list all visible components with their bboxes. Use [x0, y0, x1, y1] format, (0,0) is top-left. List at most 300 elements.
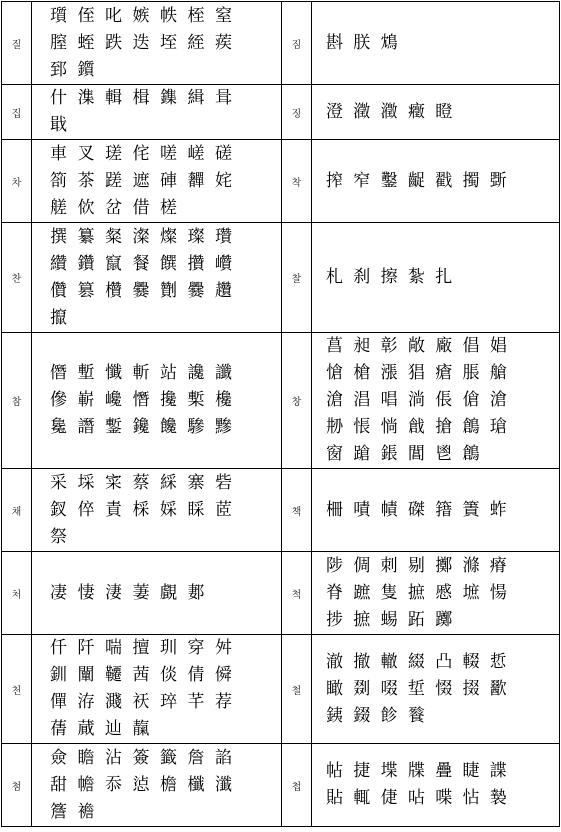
hanja-char: 倡: [462, 336, 480, 356]
hanja-char: 窗: [326, 444, 343, 464]
hanja-char: 什: [50, 88, 67, 108]
hanja-char: 銕: [326, 705, 343, 726]
hanja-char: 瞰: [326, 678, 343, 699]
reading-label: 찬: [2, 223, 32, 333]
hanja-char: 婇: [160, 499, 177, 520]
reading-label: 찰: [282, 223, 312, 333]
hanja-line: [326, 580, 559, 607]
hanja-line: [326, 333, 559, 360]
hanja-char: 斬: [132, 363, 150, 383]
hanja-char: 膣: [50, 32, 67, 53]
hanja-line: [326, 360, 559, 387]
reading-label: 천: [2, 635, 32, 744]
hanja-char: 柵: [326, 499, 343, 520]
hanja-char: 僢: [215, 665, 232, 685]
hanja-char: 睬: [187, 499, 205, 520]
hanja-char: 綴: [407, 651, 425, 672]
hanja-char: 瞻: [77, 747, 95, 768]
hanja-line: [50, 305, 281, 332]
hanja-char: 躑: [435, 609, 453, 630]
hanja-line: [326, 758, 559, 785]
reading-label: 처: [2, 552, 32, 635]
hanja-char: 僭: [50, 363, 67, 383]
hanja-char: 祭: [50, 526, 67, 547]
hanja-char: 垤: [160, 32, 177, 53]
hanja-cell: [32, 223, 282, 333]
hanja-char: 滄: [489, 390, 507, 410]
hanja-line: [50, 497, 281, 524]
hanja-char: 爨: [132, 280, 150, 301]
hanja-char: 纘: [50, 253, 67, 274]
hanja-char: 攛: [50, 307, 67, 328]
hanja-char: 仟: [50, 638, 67, 658]
reading-label: 질: [2, 2, 32, 85]
hanja-line: [50, 470, 281, 497]
table-row: [2, 85, 560, 140]
hanja-cell: [312, 223, 560, 333]
hanja-char: 窄: [353, 170, 371, 191]
hanja-line: [50, 224, 281, 251]
reading-label: 첨: [2, 744, 32, 827]
hanja-char: 餐: [132, 253, 150, 274]
hanja-line: [50, 745, 281, 772]
hanja-char: 餮: [407, 705, 425, 726]
hanja-char: 讖: [215, 363, 232, 383]
hanja-line: [326, 441, 559, 468]
hanja-char: 喘: [105, 638, 122, 658]
hanja-line: [50, 772, 281, 799]
hanja-char: 斲: [489, 170, 507, 191]
hanja-char: 隻: [380, 582, 398, 603]
hanja-char: 瘡: [435, 363, 453, 383]
hanja-char: 讒: [187, 363, 205, 383]
hanja-cell: [312, 469, 560, 552]
hanja-char: 淌: [407, 390, 425, 410]
hanja-char: 釧: [50, 665, 67, 685]
hanja-char: 欑: [105, 280, 122, 301]
hanja-char: 飻: [380, 705, 398, 726]
hanja-line: [50, 278, 281, 305]
reading-label: 철: [282, 635, 312, 744]
hanja-char: 脊: [326, 582, 343, 603]
hanja-line: [50, 635, 281, 662]
hanja-char: 澯: [132, 226, 150, 247]
reading-label: 참: [2, 333, 32, 469]
hanja-char: 琗: [160, 692, 177, 712]
hanja-char: 楫: [132, 88, 150, 108]
table-row: [2, 744, 560, 827]
hanja-char: 艙: [489, 363, 507, 383]
hanja-char: 剟: [353, 678, 371, 699]
hanja-char: 諜: [489, 761, 507, 781]
table-body: [2, 2, 560, 827]
hanja-char: 茝: [215, 499, 232, 520]
hanja-char: 槎: [160, 197, 177, 218]
hanja-char: 站: [160, 363, 177, 383]
hanja-cell: [312, 635, 560, 744]
hanja-char: 叉: [77, 143, 95, 164]
hanja-char: 朕: [353, 32, 371, 53]
hanja-char: 扎: [435, 267, 453, 287]
hanja-line: [326, 703, 559, 730]
hanja-char: 覰: [160, 582, 177, 603]
hanja-char: 札: [326, 267, 343, 287]
table-row: [2, 469, 560, 552]
hanja-char: 鏶: [160, 88, 177, 108]
hanja-char: 澄: [326, 101, 343, 122]
hanja-char: 牒: [407, 761, 425, 781]
hanja-char: 戢: [50, 115, 67, 135]
table-row: [2, 635, 560, 744]
hanja-char: 毚: [50, 417, 67, 437]
hanja-char: 跌: [105, 32, 122, 53]
hanja-char: 刱: [326, 417, 343, 437]
hanja-char: 緝: [187, 88, 205, 108]
hanja-cell: [32, 2, 282, 85]
hanja-char: 詹: [187, 747, 205, 768]
hanja-char: 擉: [462, 170, 480, 191]
hanja-char: 僉: [50, 747, 67, 768]
reading-label: 창: [282, 333, 312, 469]
hanja-char: 疊: [435, 761, 453, 781]
hanja-char: 茶: [77, 170, 95, 191]
hanja-char: 荐: [215, 692, 232, 712]
hanja-char: 巉: [105, 390, 122, 410]
hanja-char: 怗: [462, 788, 480, 808]
hanja-char: 萋: [132, 582, 150, 603]
hanja-char: 貼: [326, 788, 343, 808]
hanja-char: 擲: [435, 555, 453, 576]
hanja-char: 簽: [132, 747, 150, 768]
hanja-table: [1, 1, 560, 827]
hanja-line: [326, 264, 559, 291]
reading-label: 징: [282, 85, 312, 140]
hanja-line: [50, 689, 281, 716]
hanja-char: 淐: [353, 390, 371, 410]
hanja-char: 歠: [489, 678, 507, 699]
hanja-char: 蕆: [77, 719, 95, 739]
hanja-char: 憯: [132, 390, 150, 410]
hanja-line: [50, 168, 281, 195]
hanja-char: 昶: [353, 336, 371, 356]
hanja-char: 濺: [105, 692, 122, 712]
table-row: [2, 140, 560, 223]
hanja-char: 儹: [50, 280, 67, 301]
reading-label: 척: [282, 552, 312, 635]
hanja-char: 嫉: [132, 5, 150, 26]
hanja-char: 滌: [462, 555, 480, 576]
hanja-char: 叱: [105, 5, 122, 26]
hanja-char: 斟: [326, 32, 343, 53]
hanja-char: 簀: [462, 499, 480, 520]
hanja-line: [50, 3, 281, 30]
hanja-char: 呫: [407, 788, 425, 808]
hanja-char: 搶: [435, 417, 453, 437]
hanja-char: 剔: [407, 555, 425, 576]
hanja-char: 黲: [215, 417, 232, 437]
hanja-char: 瑲: [489, 417, 507, 437]
hanja-char: 責: [105, 499, 122, 520]
hanja-char: 篡: [77, 280, 95, 301]
hanja-char: 鏨: [105, 417, 122, 437]
hanja-cell: [312, 140, 560, 223]
hanja-cell: [312, 333, 560, 469]
hanja-line: [50, 112, 281, 139]
hanja-char: 櫼: [187, 774, 205, 795]
hanja-char: 瓚: [215, 226, 232, 247]
hanja-char: 闡: [77, 665, 95, 685]
hanja-char: 閶: [407, 444, 425, 464]
hanja-char: 幨: [77, 774, 95, 795]
hanja-char: 廠: [435, 336, 453, 356]
hanja-char: 錣: [353, 705, 371, 726]
hanja-char: 瓆: [50, 5, 67, 26]
hanja-char: 洊: [77, 692, 95, 712]
hanja-char: 蒨: [50, 719, 67, 739]
hanja-char: 蚱: [489, 499, 507, 520]
hanja-char: 瀸: [215, 774, 232, 795]
hanja-line: [326, 649, 559, 676]
hanja-char: 輯: [105, 88, 122, 108]
hanja-cell: [32, 744, 282, 827]
hanja-char: 鋹: [380, 444, 398, 464]
hanja-line: [326, 99, 559, 126]
hanja-char: 傖: [462, 390, 480, 410]
hanja-char: 籤: [160, 747, 177, 768]
hanja-char: 鑱: [132, 417, 150, 437]
hanja-line: [326, 497, 559, 524]
hanja-char: 奲: [187, 170, 205, 191]
hanja-char: 鑿: [380, 170, 398, 191]
hanja-char: 璨: [187, 226, 205, 247]
hanja-char: 迭: [132, 32, 150, 53]
hanja-char: 韆: [105, 665, 122, 685]
hanja-char: 蔡: [132, 472, 150, 493]
hanja-char: 釵: [50, 499, 67, 520]
hanja-char: 埑: [407, 678, 425, 699]
hanja-char: 趲: [215, 280, 232, 301]
hanja-char: 簷: [50, 801, 67, 822]
hanja-char: 跖: [407, 609, 425, 630]
hanja-char: 絰: [187, 32, 205, 53]
hanja-cell: [32, 333, 282, 469]
hanja-cell: [312, 2, 560, 85]
hanja-char: 攢: [187, 253, 205, 274]
hanja-char: 簎: [435, 499, 453, 520]
reading-label: 책: [282, 469, 312, 552]
hanja-char: 懺: [105, 363, 122, 383]
hanja-char: 慼: [435, 582, 453, 603]
hanja-line: [326, 30, 559, 57]
hanja-char: 掇: [462, 678, 480, 699]
hanja-char: 摭: [407, 582, 425, 603]
hanja-char: 塹: [77, 363, 95, 383]
hanja-char: 艖: [50, 197, 67, 218]
hanja-char: 戳: [435, 170, 453, 191]
hanja-char: 采: [50, 472, 67, 493]
hanja-char: 惙: [435, 678, 453, 699]
hanja-char: 蜴: [380, 609, 398, 630]
hanja-char: 傪: [50, 390, 67, 410]
hanja-char: 蛭: [77, 32, 95, 53]
hanja-char: 娼: [489, 336, 507, 356]
hanja-char: 芊: [187, 692, 205, 712]
hanja-cell: [32, 85, 282, 140]
hanja-char: 瀓: [380, 101, 398, 122]
hanja-char: 睫: [462, 761, 480, 781]
hanja-char: 祆: [132, 692, 150, 712]
hanja-line: [50, 360, 281, 387]
hanja-char: 瑳: [105, 143, 122, 164]
hanja-char: 磋: [215, 143, 232, 164]
hanja-char: 唱: [380, 390, 398, 410]
hanja-char: 褺: [489, 788, 507, 808]
hanja-char: 桎: [187, 5, 205, 26]
hanja-char: 悵: [353, 417, 371, 437]
hanja-char: 猖: [407, 363, 425, 383]
hanja-char: 蹉: [105, 170, 122, 191]
hanja-char: 愴: [326, 363, 343, 383]
hanja-char: 攙: [160, 390, 177, 410]
hanja-char: 鬯: [435, 444, 453, 464]
hanja-char: 砦: [215, 472, 232, 493]
hanja-char: 硨: [160, 170, 177, 191]
hanja-line: [50, 662, 281, 689]
hanja-char: 捷: [353, 761, 371, 781]
hanja-line: [326, 387, 559, 414]
hanja-char: 借: [132, 197, 150, 218]
hanja-char: 陟: [326, 555, 343, 576]
hanja-line: [50, 799, 281, 826]
reading-label: 착: [282, 140, 312, 223]
hanja-char: 澈: [326, 651, 343, 672]
hanja-char: 遮: [132, 170, 150, 191]
hanja-cell: [312, 85, 560, 140]
hanja-char: 岔: [105, 197, 122, 218]
hanja-char: 淒: [105, 582, 122, 603]
hanja-char: 啜: [380, 678, 398, 699]
hanja-char: 穿: [187, 638, 205, 658]
hanja-line: [50, 524, 281, 551]
hanja-char: 彰: [380, 336, 398, 356]
hanja-char: 鑽: [77, 253, 95, 274]
hanja-char: 綵: [160, 472, 177, 493]
hanja-line: [326, 168, 559, 195]
hanja-char: 棌: [132, 499, 150, 520]
hanja-char: 蹌: [353, 444, 371, 464]
hanja-line: [326, 676, 559, 703]
hanja-char: 寨: [187, 472, 205, 493]
hanja-char: 嗟: [160, 143, 177, 164]
hanja-char: 窒: [215, 5, 232, 26]
hanja-line: [50, 387, 281, 414]
hanja-char: 撰: [50, 226, 67, 247]
reading-label: 첩: [282, 744, 312, 827]
reading-label: 집: [2, 85, 32, 140]
hanja-char: 爨: [187, 280, 205, 301]
hanja-char: 擅: [132, 638, 150, 658]
hanja-char: 凸: [435, 651, 453, 672]
hanja-char: 戧: [407, 417, 425, 437]
hanja-cell: [32, 140, 282, 223]
hanja-line: [50, 195, 281, 222]
hanja-char: 瀓: [353, 101, 371, 122]
hanja-char: 忝: [105, 774, 122, 795]
hanja-char: 燦: [160, 226, 177, 247]
table-row: [2, 552, 560, 635]
table-row: [2, 2, 560, 85]
hanja-char: 瘠: [489, 555, 507, 576]
hanja-char: 癥: [407, 101, 425, 122]
hanja-line: [326, 785, 559, 812]
hanja-char: 悽: [77, 582, 95, 603]
hanja-char: 車: [50, 143, 67, 164]
table-row: [2, 223, 560, 333]
hanja-char: 倀: [435, 390, 453, 410]
hanja-char: 脹: [462, 363, 480, 383]
hanja-char: 寀: [105, 472, 122, 493]
hanja-line: [326, 607, 559, 634]
hanja-char: 悊: [489, 651, 507, 672]
hanja-char: 漲: [380, 363, 398, 383]
hanja-char: 倓: [160, 665, 177, 685]
table-row: [2, 333, 560, 469]
hanja-cell: [312, 552, 560, 635]
hanja-char: 紮: [407, 267, 425, 287]
hanja-char: 譖: [77, 417, 95, 437]
hanja-char: 蒺: [215, 32, 232, 53]
hanja-char: 瞪: [435, 101, 453, 122]
hanja-char: 檐: [160, 774, 177, 795]
hanja-char: 愓: [489, 582, 507, 603]
hanja-char: 捗: [326, 609, 343, 630]
hanja-char: 擦: [380, 267, 398, 287]
hanja-char: 咠: [215, 88, 232, 108]
hanja-line: [50, 30, 281, 57]
hanja-line: [50, 85, 281, 112]
hanja-char: 佽: [77, 197, 95, 218]
hanja-char: 嘖: [353, 499, 371, 520]
hanja-char: 嶄: [77, 390, 95, 410]
hanja-char: 墌: [462, 582, 480, 603]
hanja-char: 竄: [105, 253, 122, 274]
hanja-char: 撤: [353, 651, 371, 672]
hanja-char: 摭: [353, 609, 371, 630]
hanja-char: 諂: [215, 747, 232, 768]
hanja-char: 纂: [77, 226, 95, 247]
reading-label: 채: [2, 469, 32, 552]
hanja-line: [50, 580, 281, 607]
hanja-char: 粲: [105, 226, 122, 247]
hanja-char: 襜: [77, 801, 95, 822]
hanja-char: 倩: [187, 665, 205, 685]
hanja-char: 辿: [105, 719, 122, 739]
hanja-cell: [312, 744, 560, 827]
hanja-line: [50, 414, 281, 441]
hanja-char: 敞: [407, 336, 425, 356]
hanja-char: 埰: [77, 472, 95, 493]
hanja-char: 轍: [380, 651, 398, 672]
hanja-char: 堞: [380, 761, 398, 781]
hanja-line: [50, 251, 281, 278]
hanja-char: 沾: [105, 747, 122, 768]
hanja-char: 驂: [187, 417, 205, 437]
hanja-char: 倜: [353, 555, 371, 576]
hanja-char: 茜: [132, 665, 150, 685]
hanja-char: 磔: [407, 499, 425, 520]
hanja-cell: [32, 469, 282, 552]
hanja-char: 槧: [187, 390, 205, 410]
